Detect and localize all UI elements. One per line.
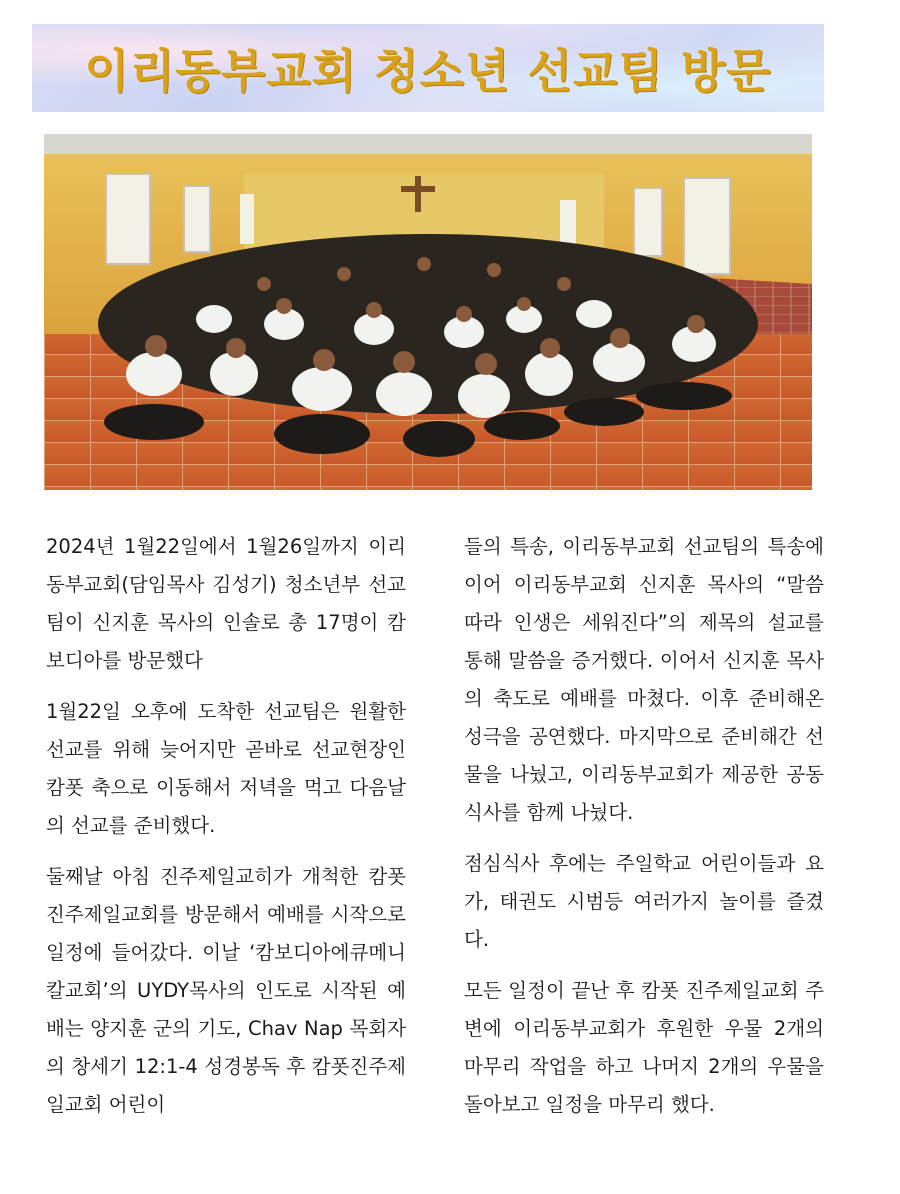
article-column-left	[46, 528, 406, 1137]
article-column-right	[464, 528, 824, 1137]
article-paragraph: 점심식사 후에는 주일학교 어린이들과 요가, 태권도 시범등 여러가지 놀이를 즐겼다.	[464, 852, 824, 951]
article-paragraph: 모든 일정이 끝난 후 캄폿 진주제일교회 주변에 이리동부교회가 후원한 우물 2개의 마무리 작업을 하고 나머지 2개의 우물을 돌아보고 일정을 마무리 했다.	[464, 979, 824, 1116]
page-title: 이리동부교회 청소년 선교팀 방문	[84, 44, 772, 98]
article-paragraph: 들의 특송, 이리동부교회 선교팀의 특송에 이어 이리동부교회 신지훈 목사의 “말씀 따라 인생은 세워진다”의 제목의 설교를 통해 말씀을 증거했다. 이어서 신지훈 목사의 축도로 예배를 마쳤다. 이후 준비해온 성극을 공연했다. 마지막으로 준비해간 선물을 나눴고, 이리동부교회가 제공한 공동식사를 함께 나눴다.	[464, 535, 824, 824]
group-photo	[44, 134, 812, 490]
article-paragraph: 2024년 1월22일에서 1월26일까지 이리동부교회(담임목사 김성기) 청소년부 선교팀이 신지훈 목사의 인솔로 총 17명이 캄보디아를 방문했다	[46, 535, 406, 672]
article-paragraph: 둘째날 아침 진주제일교히가 개척한 캄폿진주제일교회를 방문해서 예배를 시작으로 일정에 들어갔다. 이날 ‘캄보디아에큐메니칼교회’의 UYDY목사의 인도로 시작된 예배는 양지훈 군의 기도, Chav Nap 목회자의 창세기 12:1-4 성경봉독 후 캄폿진주제일교회 어린이	[46, 865, 406, 1116]
title-banner	[32, 24, 824, 112]
article-paragraph: 1월22일 오후에 도착한 선교팀은 원활한 선교를 위해 늦어지만 곧바로 선교현장인 캄폿 축으로 이동해서 저녁을 먹고 다음날의 선교를 준비했다.	[46, 700, 406, 837]
group-photo-in-church-hall-icon	[44, 134, 812, 490]
